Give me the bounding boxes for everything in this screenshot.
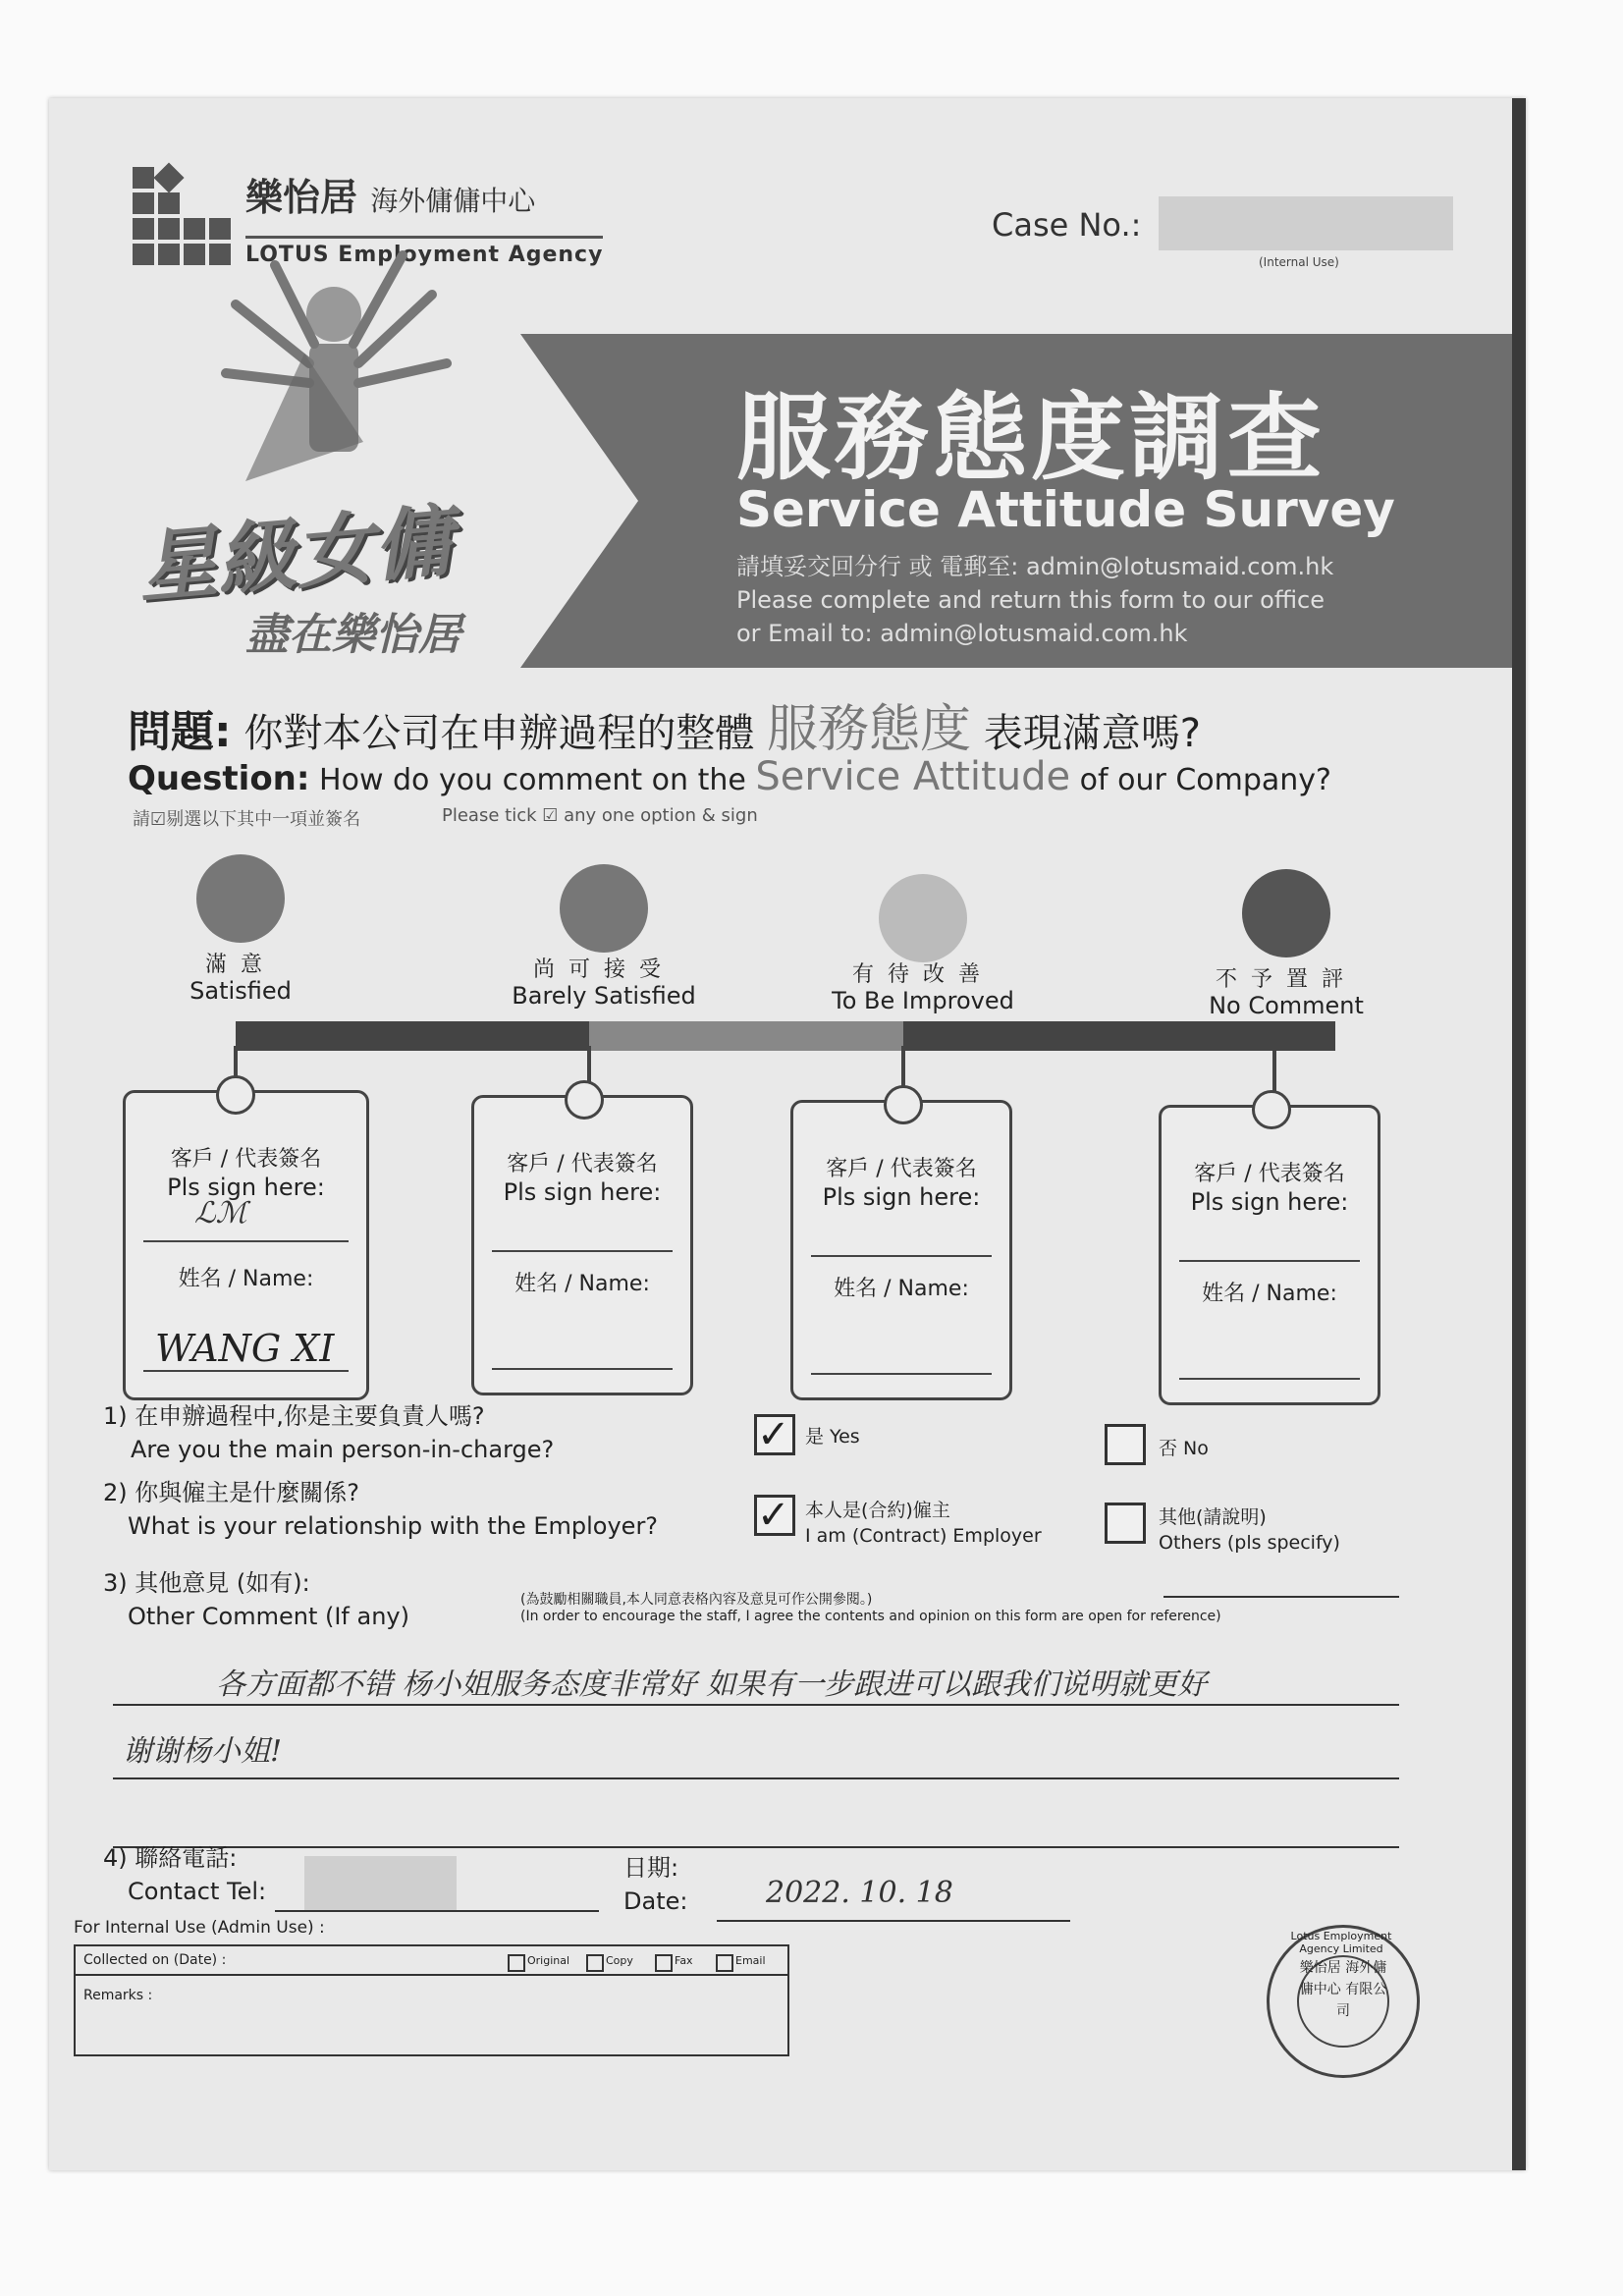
q1-en: Are you the main person-in-charge? — [131, 1436, 555, 1463]
q2-employer-cn: 本人是(合約)僱主 — [805, 1500, 950, 1521]
admin-original-checkbox[interactable] — [508, 1954, 525, 1972]
admin-fax-checkbox[interactable] — [655, 1954, 673, 1972]
card-4-name-label: 姓名 / Name: — [1202, 1282, 1337, 1306]
q4-label — [103, 1841, 266, 1908]
option-1-cn: 滿意 — [204, 953, 276, 977]
q3-note-cn: (為鼓勵相關職員,本人同意表格內容及意見可作公開參閱。) — [520, 1592, 873, 1608]
option-2-cn: 尚可接受 — [532, 957, 675, 982]
admin-email-label: Email — [735, 1954, 766, 1967]
card-2-name-line — [492, 1368, 673, 1370]
q2-others-en: Others (pls specify) — [1159, 1532, 1340, 1554]
contact-tel-line — [275, 1910, 599, 1912]
q2-others-cn: 其他(請說明) — [1159, 1506, 1267, 1528]
case-number-label: Case No.: — [992, 206, 1142, 244]
option-card-improve[interactable] — [790, 1100, 1012, 1400]
q2-cn: 2) 你與僱主是什麼關係? — [103, 1479, 359, 1506]
q2-employer-label — [805, 1498, 1042, 1549]
admin-remarks: Remarks : — [83, 1988, 153, 2003]
to-be-improved-face-icon — [879, 874, 967, 962]
option-4-en: No Comment — [1209, 992, 1364, 1019]
card-3-name-line — [811, 1373, 992, 1375]
comment-rule-1[interactable] — [113, 1704, 1399, 1706]
card-1-sign-cn: 客戶 / 代表簽名 — [170, 1147, 322, 1172]
banner-line-3: or Email to: admin@lotusmaid.com.hk — [736, 620, 1188, 647]
tip-cn: 請☑剔選以下其中一項並簽名 — [133, 809, 361, 830]
date-en: Date: — [623, 1887, 688, 1915]
q1-cn: 1) 在申辦過程中,你是主要負責人嗎? — [103, 1402, 485, 1430]
card-1-name-label: 姓名 / Name: — [178, 1267, 314, 1291]
admin-divider — [76, 1974, 787, 1976]
q3-label — [103, 1566, 409, 1633]
q4-en: Contact Tel: — [128, 1878, 267, 1905]
contact-tel-field[interactable] — [304, 1856, 457, 1910]
date-line[interactable] — [717, 1920, 1070, 1922]
card-3-sign-en: Pls sign here: — [822, 1183, 981, 1211]
admin-email-checkbox[interactable] — [716, 1954, 733, 1972]
card-4-sign-en: Pls sign here: — [1190, 1188, 1349, 1216]
q2-label — [103, 1476, 658, 1543]
q2-others-label — [1159, 1504, 1340, 1556]
question-cn-text-a: 你對本公司在申辦過程的整體 — [243, 711, 755, 756]
banner-line-2: Please complete and return this form to our office — [736, 586, 1325, 614]
card-3-sign-cn: 客戶 / 代表簽名 — [826, 1157, 977, 1181]
stamp-inner-text: 樂怡居 海外傭傭中心 有限公司 — [1297, 1955, 1389, 2048]
option-radio-improve[interactable] — [884, 1085, 923, 1124]
admin-box — [74, 1944, 789, 2056]
maid-hero-illustration-icon — [206, 246, 461, 501]
q3-others-specify-line[interactable] — [1163, 1596, 1399, 1598]
option-radio-barely[interactable] — [565, 1080, 604, 1120]
comment-rule-2[interactable] — [113, 1777, 1399, 1779]
admin-title: For Internal Use (Admin Use) : — [74, 1918, 325, 1938]
stamp-ring-text: Lotus Employment Agency Limited — [1290, 1930, 1392, 1955]
option-card-satisfied[interactable] — [123, 1090, 369, 1400]
case-number-field[interactable] — [1159, 196, 1453, 250]
card-1-name-value: WANG XI — [155, 1327, 335, 1370]
option-card-barely[interactable] — [471, 1095, 693, 1395]
options-connector-bar-mid — [589, 1021, 903, 1051]
barely-satisfied-face-icon — [560, 864, 648, 953]
comment-rule-3[interactable] — [113, 1846, 1399, 1848]
q2-en: What is your relationship with the Employer? — [128, 1512, 659, 1540]
card-2-sign-en: Pls sign here: — [503, 1178, 662, 1206]
q1-label — [103, 1399, 554, 1466]
admin-copy-label: Copy — [606, 1954, 633, 1967]
card-1-sign-en: Pls sign here: — [167, 1174, 325, 1201]
q1-yes-label: 是 Yes — [805, 1426, 860, 1448]
question-cn-text-b: 表現滿意嗎? — [983, 711, 1202, 756]
card-4-name-line — [1179, 1378, 1360, 1380]
hero-slogan-sub: 盡在樂怡居 — [245, 610, 461, 660]
question-en-text-a: How do you comment on the — [319, 763, 746, 797]
q2-employer-en: I am (Contract) Employer — [805, 1525, 1042, 1547]
question-cn-label: 問題: — [128, 707, 232, 757]
q1-yes-checkbox[interactable] — [754, 1414, 795, 1455]
admin-fax-label: Fax — [675, 1954, 693, 1967]
date-label — [623, 1851, 687, 1918]
brand-name-en: LOTUS Employment Agency — [245, 236, 603, 267]
q3-cn: 3) 其他意見 (如有): — [103, 1569, 310, 1597]
q1-no-checkbox[interactable] — [1105, 1424, 1146, 1465]
admin-original-label: Original — [527, 1954, 570, 1967]
brand-cn-suffix: 海外傭傭中心 — [370, 185, 536, 217]
option-1-en: Satisfied — [189, 977, 292, 1005]
option-radio-no-comment[interactable] — [1252, 1090, 1291, 1129]
question-cn-highlight: 服務態度 — [767, 700, 972, 759]
q2-others-checkbox[interactable] — [1105, 1503, 1146, 1544]
question-en — [128, 754, 1331, 799]
card-2-sign-cn: 客戶 / 代表簽名 — [507, 1152, 658, 1176]
q2-employer-checkbox[interactable] — [754, 1495, 795, 1536]
q4-cn: 4) 聯絡電話: — [103, 1844, 238, 1872]
q1-yes-check-icon: ✓ — [757, 1412, 790, 1457]
company-stamp-icon — [1267, 1925, 1420, 2078]
option-radio-satisfied[interactable] — [216, 1075, 255, 1115]
survey-form — [49, 98, 1526, 2170]
survey-title-cn: 服務態度調查 — [736, 383, 1325, 493]
question-en-label: Question: — [128, 759, 310, 798]
date-value: 2022. 10. 18 — [766, 1876, 953, 1910]
banner-instructions — [736, 550, 1333, 650]
admin-collected: Collected on (Date) : — [83, 1952, 227, 1968]
q3-en: Other Comment (If any) — [128, 1603, 409, 1630]
no-comment-face-icon — [1242, 869, 1330, 957]
brand-cn-main: 樂怡居 — [245, 176, 358, 219]
question-en-highlight: Service Attitude — [755, 754, 1071, 799]
case-number-note: (Internal Use) — [1259, 255, 1339, 269]
q1-no-label: 否 No — [1159, 1438, 1209, 1459]
q3-comment-line-1: 各方面都不错 杨小姐服务态度非常好 如果有一步跟进可以跟我们说明就更好 — [216, 1667, 1208, 1702]
option-card-no-comment[interactable] — [1159, 1105, 1380, 1405]
card-4-sign-cn: 客戶 / 代表簽名 — [1194, 1162, 1345, 1186]
satisfied-face-icon — [196, 854, 285, 943]
card-2-name-label: 姓名 / Name: — [514, 1272, 650, 1296]
hero-slogan: 星級女傭 — [135, 495, 457, 614]
card-2-sign-line — [492, 1250, 673, 1252]
banner-arrow-shape — [520, 334, 638, 668]
question-cn — [128, 687, 1201, 761]
question-en-text-b: of our Company? — [1079, 763, 1331, 797]
q3-comment-line-2: 谢谢杨小姐! — [123, 1734, 283, 1769]
q3-note-en: (In order to encourage the staff, I agree the contents and opinion on this form are open for reference) — [520, 1609, 1221, 1624]
option-3-en: To Be Improved — [832, 987, 1014, 1014]
card-3-name-label: 姓名 / Name: — [834, 1277, 969, 1301]
stem-4 — [1272, 1046, 1276, 1095]
card-3-sign-line — [811, 1255, 992, 1257]
option-4-cn: 不予置評 — [1215, 967, 1357, 992]
card-1-name-line — [143, 1370, 349, 1372]
banner-line-1: 請填妥交回分行 或 電郵至: admin@lotusmaid.com.hk — [736, 553, 1334, 580]
q2-employer-check-icon: ✓ — [757, 1493, 790, 1538]
option-3-cn: 有待改善 — [851, 962, 994, 987]
card-4-sign-line — [1179, 1260, 1360, 1262]
survey-title-en: Service Attitude Survey — [736, 481, 1395, 538]
tip-en: Please tick ☑ any one option & sign — [442, 805, 758, 826]
option-2-en: Barely Satisfied — [512, 982, 696, 1010]
date-cn: 日期: — [623, 1854, 679, 1882]
admin-copy-checkbox[interactable] — [586, 1954, 604, 1972]
card-1-sign-line — [143, 1240, 349, 1242]
brand-name-cn — [245, 167, 535, 221]
card-1-signature: ℒℳ — [194, 1196, 247, 1230]
